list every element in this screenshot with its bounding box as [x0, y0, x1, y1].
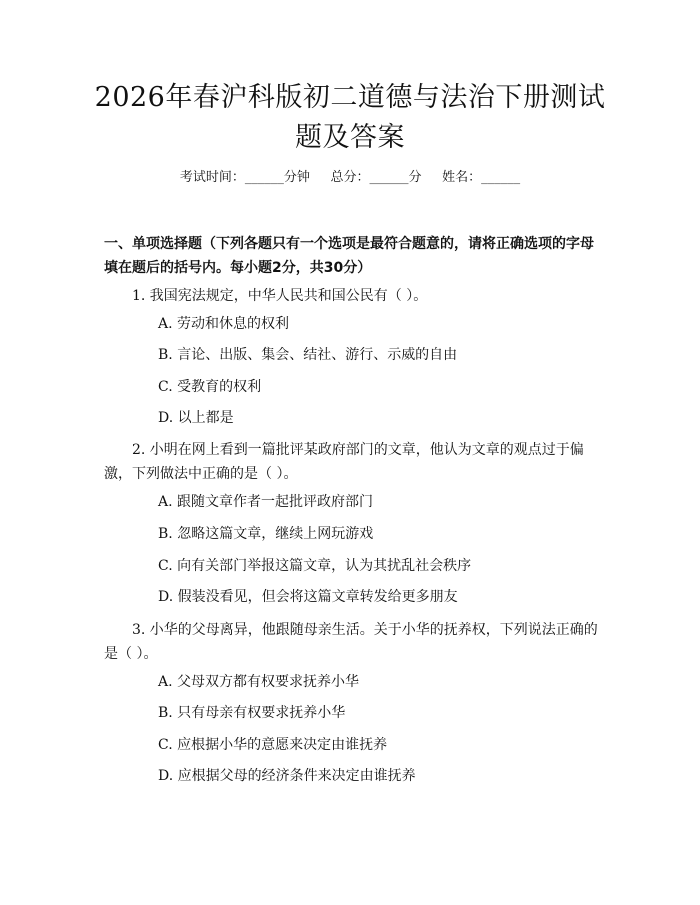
question-2-option-a: A. 跟随文章作者一起批评政府部门 [158, 494, 374, 510]
question-2-option-b: B. 忽略这篇文章，继续上网玩游戏 [158, 526, 374, 542]
question-1-stem: 1. 我国宪法规定，中华人民共和国公民有（ ）。 [132, 288, 428, 304]
section-heading: 一、单项选择题（下列各题只有一个选项是最符合题意的，请将正确选项的字母填在题后的括号内。每小题2分，共30分） [104, 236, 594, 276]
question-1-option-a: A. 劳动和休息的权利 [158, 316, 290, 332]
question-1-option-d: D. 以上都是 [158, 410, 234, 426]
question-1-option-b: B. 言论、出版、集会、结社、游行、示威的自由 [158, 347, 458, 363]
exam-info-line: 考试时间：______分钟 总分：______分 姓名：______ [179, 170, 521, 185]
question-3-option-a: A. 父母双方都有权要求抚养小华 [158, 674, 360, 690]
question-3-stem: 3. 小华的父母离异，他跟随母亲生活。关于小华的抚养权，下列说法正确的是（ ）。 [104, 622, 598, 662]
question-2-option-c: C. 向有关部门举报这篇文章，认为其扰乱社会秩序 [158, 558, 472, 574]
question-2-option-d: D. 假装没看见，但会将这篇文章转发给更多朋友 [158, 589, 458, 605]
question-3-option-c: C. 应根据小华的意愿来决定由谁抚养 [158, 737, 388, 753]
page-title: 2026年春沪科版初二道德与法治下册测试题及答案 [94, 82, 606, 153]
question-3-option-d: D. 应根据父母的经济条件来决定由谁抚养 [158, 768, 416, 784]
question-3-option-b: B. 只有母亲有权要求抚养小华 [158, 705, 346, 721]
question-1-option-c: C. 受教育的权利 [158, 379, 262, 395]
question-2-stem: 2. 小明在网上看到一篇批评某政府部门的文章，他认为文章的观点过于偏激，下列做法中正确的是（ ）。 [104, 442, 584, 482]
